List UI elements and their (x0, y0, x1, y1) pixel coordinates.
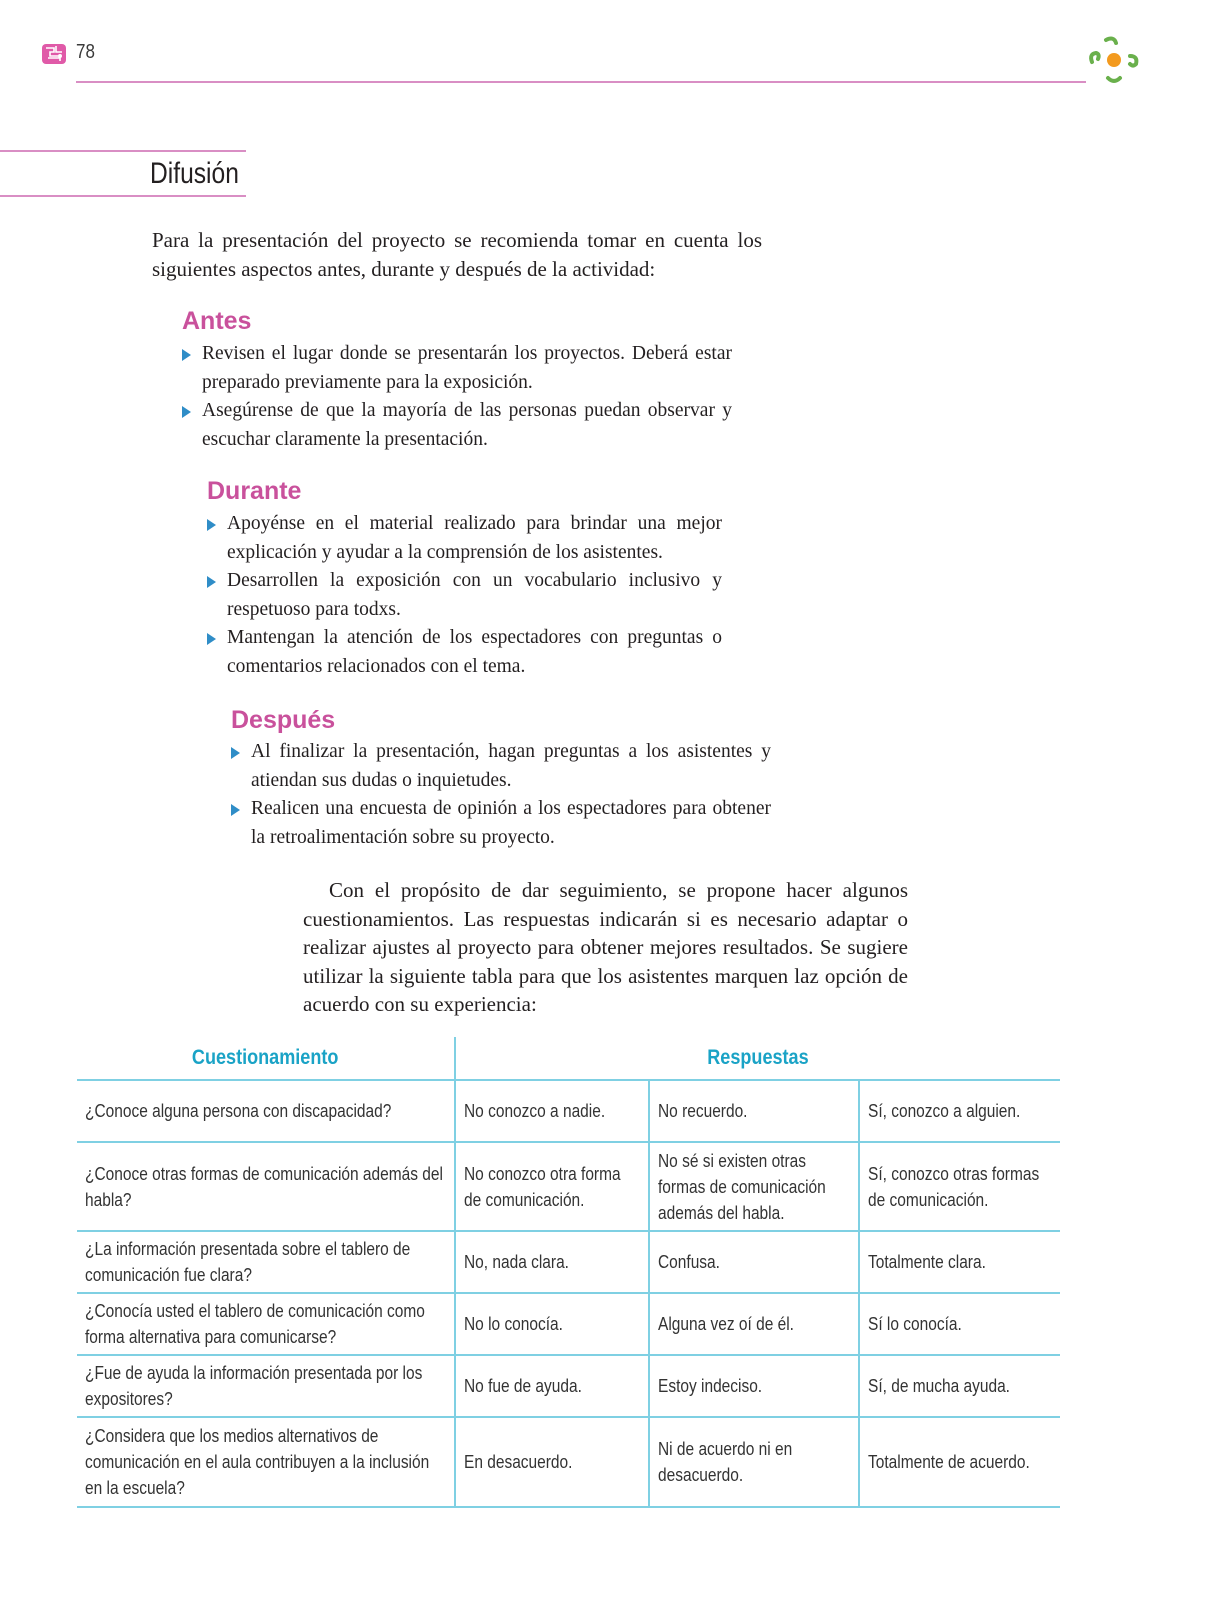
section-title: Difusión (150, 157, 239, 190)
answer-cell: No conozco a nadie. (455, 1080, 649, 1142)
colorful-circle-logo-icon (1086, 32, 1142, 88)
header-rule (76, 81, 1086, 83)
answer-cell: Sí lo conocía. (859, 1293, 1060, 1355)
table-header-row (77, 1037, 1060, 1080)
triangle-bullet-icon (207, 576, 216, 588)
title-rule-bottom (0, 195, 246, 197)
answer-cell: No conozco otra forma de comunicación. (455, 1142, 649, 1231)
table-row (77, 1417, 1060, 1507)
question-cell: ¿Conocía usted el tablero de comunicación como forma alternativa para comunicarse? (77, 1293, 455, 1355)
durante-list (207, 510, 722, 681)
answer-cell: No lo conocía. (455, 1293, 649, 1355)
antes-list (182, 340, 732, 454)
triangle-bullet-icon (231, 747, 240, 759)
list-item: Asegúrense de que la mayoría de las personas puedan observar y escuchar claramente la presentación. (182, 397, 732, 454)
answer-cell: Totalmente clara. (859, 1231, 1060, 1293)
survey-table (77, 1037, 1060, 1508)
list-item: Revisen el lugar donde se presentarán los proyectos. Deberá estar preparado previamente para la exposición. (182, 340, 732, 397)
antes-heading: Antes (182, 307, 252, 335)
triangle-bullet-icon (182, 349, 191, 361)
list-item: Realicen una encuesta de opinión a los espectadores para obtener la retroalimentación sobre su proyecto. (231, 795, 771, 852)
answer-cell: Confusa. (649, 1231, 859, 1293)
answer-cell: Sí, conozco otras formas de comunicación. (859, 1142, 1060, 1231)
answer-cell: Alguna vez oí de él. (649, 1293, 859, 1355)
header-answers: Respuestas (455, 1037, 1060, 1080)
despues-list (231, 738, 771, 852)
list-item: Mantengan la atención de los espectadores con preguntas o comentarios relacionados con el tema. (207, 624, 722, 681)
answer-cell: No sé si existen otras formas de comunicación además del habla. (649, 1142, 859, 1231)
question-cell: ¿La información presentada sobre el tablero de comunicación fue clara? (77, 1231, 455, 1293)
answer-cell: Sí, de mucha ayuda. (859, 1355, 1060, 1417)
durante-heading: Durante (207, 477, 302, 505)
table-row (77, 1080, 1060, 1142)
page-number: 78 (76, 41, 95, 63)
question-cell: ¿Conoce otras formas de comunicación además del habla? (77, 1142, 455, 1231)
triangle-bullet-icon (182, 406, 191, 418)
answer-cell: Totalmente de acuerdo. (859, 1417, 1060, 1507)
table-row (77, 1355, 1060, 1417)
triangle-bullet-icon (207, 633, 216, 645)
answer-cell: Ni de acuerdo ni en desacuerdo. (649, 1417, 859, 1507)
question-cell: ¿Fue de ayuda la información presentada por los expositores? (77, 1355, 455, 1417)
list-item: Apoyénse en el material realizado para brindar una mejor explicación y ayudar a la comprensión de los asistentes. (207, 510, 722, 567)
question-cell: ¿Considera que los medios alternativos de comunicación en el aula contribuyen a la inclusión en la escuela? (77, 1417, 455, 1507)
list-item: Desarrollen la exposición con un vocabulario inclusivo y respetuoso para todxs. (207, 567, 722, 624)
title-rule-top (0, 150, 246, 152)
answer-cell: Estoy indeciso. (649, 1355, 859, 1417)
table-row (77, 1142, 1060, 1231)
table-row (77, 1231, 1060, 1293)
answer-cell: No, nada clara. (455, 1231, 649, 1293)
triangle-bullet-icon (231, 804, 240, 816)
header-question: Cuestionamiento (192, 1046, 339, 1069)
triangle-bullet-icon (207, 519, 216, 531)
intro-paragraph: Para la presentación del proyecto se recomienda tomar en cuenta los siguientes aspectos antes, durante y después de la actividad: (152, 228, 762, 281)
answer-cell: No fue de ayuda. (455, 1355, 649, 1417)
question-cell: ¿Conoce alguna persona con discapacidad? (77, 1080, 455, 1142)
page-header (0, 0, 1214, 90)
closing-paragraph: Con el propósito de dar seguimiento, se propone hacer algunos cuestionamientos. Las respuestas indicarán si es necesario adaptar o realizar ajustes al proyecto para obtener mejores resultados. Se sugiere utilizar la siguiente tabla para que los asistentes marquen laz opción de acuerdo con su experiencia: (303, 878, 908, 1016)
answer-cell: En desacuerdo. (455, 1417, 649, 1507)
despues-heading: Después (231, 706, 336, 734)
pink-flower-glyph-icon (40, 40, 68, 68)
list-item: Al finalizar la presentación, hagan preguntas a los asistentes y atiendan sus dudas o inquietudes. (231, 738, 771, 795)
table-row (77, 1293, 1060, 1355)
answer-cell: No recuerdo. (649, 1080, 859, 1142)
answer-cell: Sí, conozco a alguien. (859, 1080, 1060, 1142)
